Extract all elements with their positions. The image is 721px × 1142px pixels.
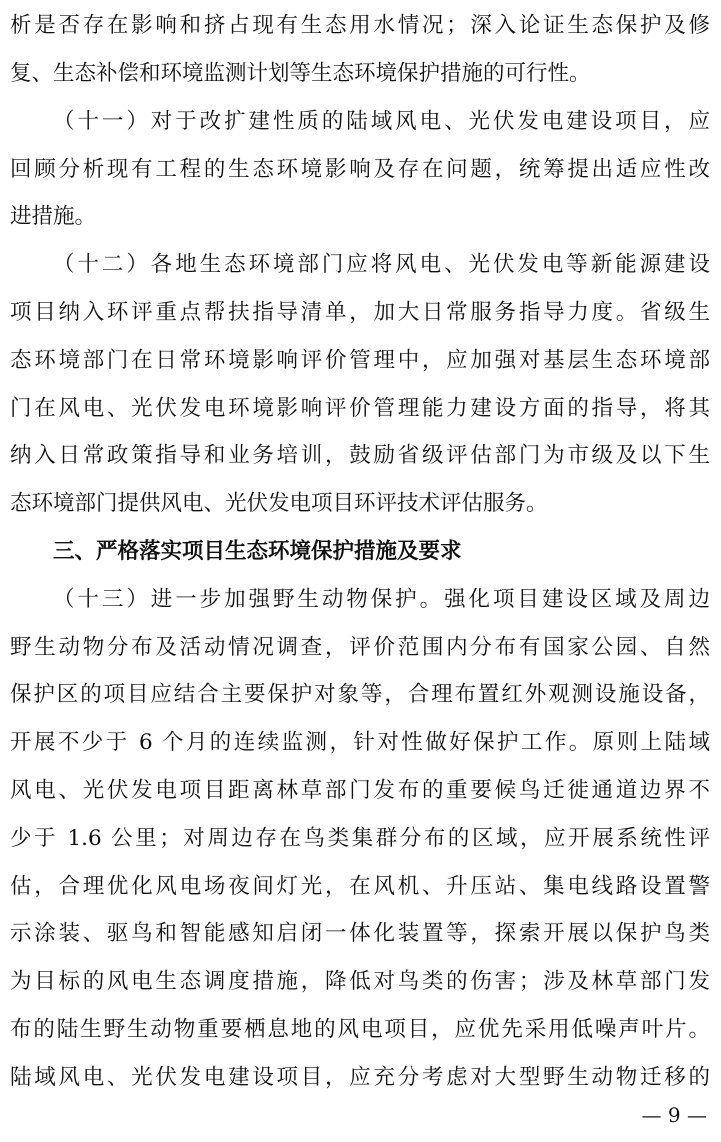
paragraph-12-start: （十二）各地生态环境部门应将风电、光伏发电等新能源建设: [53, 252, 710, 277]
text-line: 示涂装、驱鸟和智能感知启闭一体化装置等，探索开展以保护鸟类: [10, 921, 710, 946]
page-number: — 9 —: [641, 1103, 707, 1127]
text-line: 析是否存在影响和挤占现有生态用水情况；深入论证生态保护及修: [10, 13, 710, 38]
text-line: 为目标的风电生态调度措施，降低对鸟类的伤害；涉及林草部门发: [10, 969, 710, 994]
text-line: 纳入日常政策指导和业务培训，鼓励省级评估部门为市级及以下生: [10, 443, 710, 468]
text-line: 少于 1.6 公里；对周边存在鸟类集群分布的区域，应开展系统性评: [10, 826, 710, 851]
text-line: 陆域风电、光伏发电建设项目，应充分考虑对大型野生动物迁移的: [10, 1065, 710, 1090]
text-line: 门在风电、光伏发电环境影响评价管理能力建设方面的指导，将其: [10, 396, 710, 421]
text-line: 风电、光伏发电项目距离林草部门发布的重要候鸟迁徙通道边界不: [10, 778, 710, 803]
text-line: 估，合理优化风电场夜间灯光，在风机、升压站、集电线路设置警: [10, 874, 710, 899]
text-line: 回顾分析现有工程的生态环境影响及存在问题，统筹提出适应性改: [10, 157, 710, 182]
text-line: 项目纳入环评重点帮扶指导清单，加大日常服务指导力度。省级生: [10, 300, 710, 325]
paragraph-13-start: （十三）进一步加强野生动物保护。强化项目建设区域及周边: [53, 587, 710, 612]
text-line: 复、生态补偿和环境监测计划等生态环境保护措施的可行性。: [10, 61, 591, 86]
text-line: 开展不少于 6 个月的连续监测，针对性做好保护工作。原则上陆域: [10, 730, 710, 755]
text-line: 进措施。: [10, 204, 97, 229]
text-line: 态环境部门提供风电、光伏发电项目环评技术评估服务。: [10, 491, 548, 516]
text-line: 野生动物分布及活动情况调查，评价范围内分布有国家公园、自然: [10, 635, 710, 660]
paragraph-11-start: （十一）对于改扩建性质的陆域风电、光伏发电建设项目，应: [53, 109, 710, 134]
text-line: 保护区的项目应结合主要保护对象等，合理布置红外观测设施设备，: [10, 682, 710, 707]
text-line: 态环境部门在日常环境影响评价管理中，应加强对基层生态环境部: [10, 348, 710, 373]
text-line: 布的陆生野生动物重要栖息地的风电项目，应优先采用低噪声叶片。: [10, 1017, 710, 1042]
section-heading: 三、严格落实项目生态环境保护措施及要求: [53, 539, 462, 564]
